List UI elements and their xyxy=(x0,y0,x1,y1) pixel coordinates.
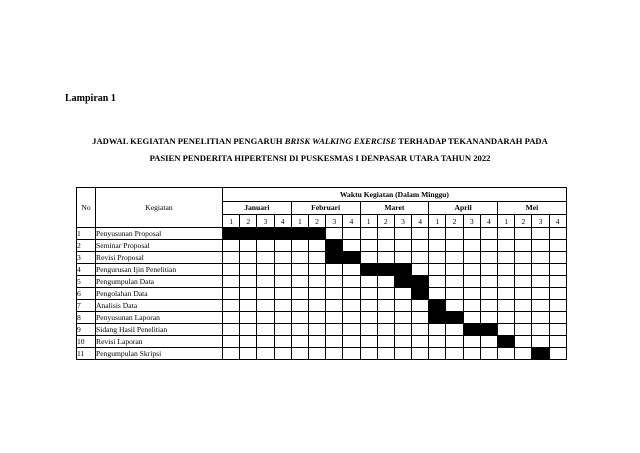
schedule-cell xyxy=(343,276,360,288)
schedule-cell xyxy=(291,312,308,324)
schedule-cell xyxy=(308,336,325,348)
schedule-cell xyxy=(308,252,325,264)
month-header: Januari xyxy=(223,201,292,215)
schedule-cell xyxy=(223,276,240,288)
schedule-cell xyxy=(446,336,463,348)
schedule-cell xyxy=(308,240,325,252)
schedule-cell xyxy=(549,312,566,324)
schedule-cell xyxy=(291,240,308,252)
schedule-cell xyxy=(377,240,394,252)
schedule-cell xyxy=(240,240,257,252)
schedule-cell xyxy=(480,348,497,360)
week-header: 3 xyxy=(463,215,480,228)
schedule-cell-filled xyxy=(377,264,394,276)
schedule-cell xyxy=(549,276,566,288)
schedule-cell xyxy=(326,348,343,360)
header-row-top xyxy=(77,188,567,202)
week-header: 4 xyxy=(549,215,566,228)
schedule-cell xyxy=(223,348,240,360)
schedule-cell xyxy=(274,252,291,264)
schedule-cell xyxy=(274,348,291,360)
activity-name: Seminar Proposal xyxy=(96,240,223,252)
schedule-cell xyxy=(240,324,257,336)
table-row xyxy=(77,324,567,336)
week-header: 3 xyxy=(394,215,411,228)
schedule-cell-filled xyxy=(446,312,463,324)
activity-name: Pengolahan Data xyxy=(96,288,223,300)
schedule-cell xyxy=(515,264,532,276)
schedule-cell xyxy=(446,348,463,360)
schedule-cell xyxy=(446,324,463,336)
schedule-cell xyxy=(343,300,360,312)
schedule-cell xyxy=(377,336,394,348)
schedule-cell xyxy=(394,228,411,240)
table-row xyxy=(77,288,567,300)
schedule-cell xyxy=(480,240,497,252)
schedule-cell xyxy=(326,336,343,348)
table-row xyxy=(77,312,567,324)
schedule-cell xyxy=(429,264,446,276)
schedule-cell xyxy=(377,276,394,288)
schedule-cell xyxy=(463,312,480,324)
schedule-cell xyxy=(257,312,274,324)
schedule-cell-filled xyxy=(394,276,411,288)
schedule-cell xyxy=(343,348,360,360)
activity-name: Pengumpulan Skripsi xyxy=(96,348,223,360)
schedule-cell xyxy=(394,252,411,264)
schedule-cell xyxy=(326,264,343,276)
schedule-cell xyxy=(480,264,497,276)
schedule-cell xyxy=(446,228,463,240)
schedule-cell xyxy=(343,228,360,240)
week-header: 2 xyxy=(308,215,325,228)
schedule-cell xyxy=(291,276,308,288)
schedule-cell xyxy=(274,336,291,348)
schedule-cell xyxy=(326,300,343,312)
row-number: 6 xyxy=(77,288,96,300)
activity-name: Analisis Data xyxy=(96,300,223,312)
activity-name: Pengurusan Ijin Penelitian xyxy=(96,264,223,276)
schedule-cell xyxy=(498,312,515,324)
schedule-cell xyxy=(412,240,429,252)
schedule-cell xyxy=(274,300,291,312)
schedule-cell-filled xyxy=(274,228,291,240)
schedule-cell xyxy=(257,264,274,276)
schedule-cell xyxy=(394,336,411,348)
schedule-cell-filled xyxy=(429,300,446,312)
table-row xyxy=(77,228,567,240)
schedule-cell xyxy=(377,288,394,300)
schedule-cell xyxy=(480,312,497,324)
week-header: 2 xyxy=(515,215,532,228)
schedule-cell xyxy=(498,324,515,336)
schedule-cell xyxy=(223,312,240,324)
row-number: 7 xyxy=(77,300,96,312)
schedule-cell xyxy=(549,300,566,312)
week-header: 4 xyxy=(412,215,429,228)
schedule-cell xyxy=(274,288,291,300)
schedule-body xyxy=(77,228,567,360)
schedule-cell xyxy=(498,288,515,300)
schedule-cell xyxy=(412,336,429,348)
schedule-cell xyxy=(532,264,549,276)
schedule-cell xyxy=(515,300,532,312)
activity-name: Sidang Hasil Penelitian xyxy=(96,324,223,336)
schedule-cell xyxy=(377,300,394,312)
schedule-cell xyxy=(308,300,325,312)
row-number: 1 xyxy=(77,228,96,240)
schedule-cell xyxy=(360,288,377,300)
schedule-cell xyxy=(240,336,257,348)
schedule-cell xyxy=(480,276,497,288)
row-number: 10 xyxy=(77,336,96,348)
schedule-cell xyxy=(446,288,463,300)
schedule-cell xyxy=(429,288,446,300)
schedule-cell xyxy=(360,252,377,264)
week-header: 1 xyxy=(223,215,240,228)
schedule-cell xyxy=(463,228,480,240)
week-header: 2 xyxy=(377,215,394,228)
schedule-cell xyxy=(429,348,446,360)
schedule-cell xyxy=(480,288,497,300)
schedule-cell xyxy=(412,252,429,264)
week-header: 4 xyxy=(274,215,291,228)
schedule-cell xyxy=(532,228,549,240)
table-title-line2: PASIEN PENDERITA HIPERTENSI DI PUSKESMAS I DENPASAR UTARA TAHUN 2022 xyxy=(149,153,491,163)
week-header: 1 xyxy=(498,215,515,228)
header-kegiatan: Kegiatan xyxy=(96,188,223,228)
schedule-cell xyxy=(257,240,274,252)
schedule-cell xyxy=(480,228,497,240)
schedule-cell xyxy=(308,264,325,276)
schedule-cell xyxy=(223,300,240,312)
schedule-cell xyxy=(343,240,360,252)
schedule-cell xyxy=(394,348,411,360)
schedule-cell-filled xyxy=(394,264,411,276)
schedule-cell xyxy=(515,288,532,300)
schedule-cell xyxy=(549,228,566,240)
schedule-cell xyxy=(257,276,274,288)
schedule-cell xyxy=(515,324,532,336)
schedule-cell xyxy=(377,312,394,324)
schedule-cell xyxy=(412,348,429,360)
schedule-cell xyxy=(515,348,532,360)
activity-name: Revisi Proposal xyxy=(96,252,223,264)
schedule-cell xyxy=(360,300,377,312)
schedule-cell-filled xyxy=(429,312,446,324)
schedule-cell xyxy=(412,324,429,336)
schedule-cell xyxy=(498,276,515,288)
schedule-cell xyxy=(412,228,429,240)
schedule-cell xyxy=(360,312,377,324)
schedule-cell xyxy=(532,276,549,288)
schedule-cell xyxy=(291,252,308,264)
schedule-cell xyxy=(446,264,463,276)
schedule-cell xyxy=(274,276,291,288)
schedule-cell xyxy=(257,252,274,264)
header-no: No xyxy=(77,188,96,228)
table-row xyxy=(77,240,567,252)
schedule-cell xyxy=(240,300,257,312)
schedule-cell xyxy=(308,276,325,288)
row-number: 11 xyxy=(77,348,96,360)
schedule-cell xyxy=(360,228,377,240)
month-header: Februari xyxy=(291,201,360,215)
schedule-cell-filled xyxy=(240,228,257,240)
schedule-cell xyxy=(240,264,257,276)
header-waktu: Waktu Kegiatan (Dalam Minggu) xyxy=(223,188,567,202)
schedule-cell xyxy=(257,288,274,300)
schedule-cell xyxy=(515,252,532,264)
schedule-cell-filled xyxy=(412,288,429,300)
schedule-cell xyxy=(308,348,325,360)
schedule-cell xyxy=(240,252,257,264)
schedule-cell-filled xyxy=(257,228,274,240)
schedule-cell xyxy=(223,240,240,252)
schedule-cell xyxy=(274,264,291,276)
week-header: 4 xyxy=(480,215,497,228)
schedule-cell xyxy=(308,288,325,300)
schedule-cell xyxy=(463,348,480,360)
schedule-cell xyxy=(394,324,411,336)
schedule-cell xyxy=(549,264,566,276)
schedule-cell xyxy=(223,336,240,348)
month-header: April xyxy=(429,201,498,215)
schedule-cell xyxy=(446,252,463,264)
week-header: 1 xyxy=(291,215,308,228)
schedule-cell xyxy=(515,228,532,240)
schedule-cell xyxy=(308,324,325,336)
schedule-cell xyxy=(549,324,566,336)
schedule-cell xyxy=(326,312,343,324)
schedule-cell xyxy=(446,240,463,252)
schedule-cell xyxy=(257,348,274,360)
title-italic: BRISK WALKING EXERCISE xyxy=(284,136,397,146)
title-part1: JADWAL KEGIATAN PENELITIAN PENGARUH xyxy=(92,136,285,146)
schedule-cell xyxy=(291,300,308,312)
schedule-cell xyxy=(257,336,274,348)
schedule-cell xyxy=(360,240,377,252)
schedule-cell xyxy=(257,300,274,312)
week-header: 2 xyxy=(240,215,257,228)
attachment-label: Lampiran 1 xyxy=(65,93,116,104)
schedule-cell xyxy=(343,288,360,300)
schedule-cell xyxy=(274,312,291,324)
schedule-cell xyxy=(532,312,549,324)
schedule-cell xyxy=(343,336,360,348)
schedule-cell xyxy=(463,336,480,348)
schedule-cell xyxy=(498,300,515,312)
month-header: Mei xyxy=(498,201,567,215)
schedule-cell xyxy=(498,252,515,264)
schedule-cell-filled xyxy=(412,276,429,288)
schedule-cell xyxy=(377,228,394,240)
schedule-cell-filled xyxy=(223,228,240,240)
activity-name: Revisi Laporan xyxy=(96,336,223,348)
schedule-cell xyxy=(360,336,377,348)
schedule-cell xyxy=(377,348,394,360)
schedule-cell xyxy=(412,312,429,324)
schedule-table xyxy=(76,187,567,360)
table-title-line1 xyxy=(0,136,640,146)
week-header: 3 xyxy=(257,215,274,228)
schedule-cell xyxy=(498,348,515,360)
schedule-cell xyxy=(429,240,446,252)
row-number: 8 xyxy=(77,312,96,324)
schedule-cell xyxy=(463,276,480,288)
schedule-cell xyxy=(394,240,411,252)
table-row xyxy=(77,264,567,276)
schedule-cell xyxy=(429,276,446,288)
schedule-cell-filled xyxy=(326,240,343,252)
table-row xyxy=(77,348,567,360)
week-header: 1 xyxy=(360,215,377,228)
schedule-cell xyxy=(377,324,394,336)
schedule-cell-filled xyxy=(532,348,549,360)
schedule-cell xyxy=(274,324,291,336)
schedule-cell xyxy=(223,288,240,300)
schedule-cell xyxy=(446,276,463,288)
month-header: Maret xyxy=(360,201,429,215)
schedule-cell xyxy=(549,336,566,348)
schedule-cell xyxy=(446,300,463,312)
row-number: 9 xyxy=(77,324,96,336)
schedule-cell xyxy=(515,276,532,288)
schedule-cell xyxy=(429,228,446,240)
activity-name: Penyusunan Laporan xyxy=(96,312,223,324)
week-header: 1 xyxy=(429,215,446,228)
week-header: 3 xyxy=(532,215,549,228)
schedule-cell xyxy=(223,252,240,264)
row-number: 2 xyxy=(77,240,96,252)
schedule-cell xyxy=(223,264,240,276)
week-header: 2 xyxy=(446,215,463,228)
schedule-cell xyxy=(240,276,257,288)
schedule-cell xyxy=(498,240,515,252)
schedule-cell xyxy=(291,336,308,348)
activity-name: Pengumpulan Data xyxy=(96,276,223,288)
schedule-cell-filled xyxy=(480,324,497,336)
schedule-cell xyxy=(429,252,446,264)
schedule-cell xyxy=(463,240,480,252)
schedule-cell xyxy=(291,324,308,336)
schedule-cell xyxy=(343,324,360,336)
schedule-cell xyxy=(515,336,532,348)
schedule-cell xyxy=(412,300,429,312)
schedule-cell xyxy=(360,348,377,360)
schedule-cell xyxy=(343,264,360,276)
table-row xyxy=(77,300,567,312)
schedule-cell xyxy=(377,252,394,264)
schedule-cell xyxy=(463,288,480,300)
row-number: 3 xyxy=(77,252,96,264)
row-number: 5 xyxy=(77,276,96,288)
schedule-cell xyxy=(308,312,325,324)
schedule-cell xyxy=(549,348,566,360)
schedule-cell xyxy=(549,288,566,300)
schedule-cell xyxy=(257,324,274,336)
schedule-cell-filled xyxy=(343,252,360,264)
schedule-cell xyxy=(549,240,566,252)
schedule-cell xyxy=(429,324,446,336)
schedule-cell xyxy=(515,312,532,324)
schedule-cell xyxy=(463,252,480,264)
schedule-cell-filled xyxy=(360,264,377,276)
schedule-cell xyxy=(480,336,497,348)
schedule-cell xyxy=(274,240,291,252)
schedule-cell xyxy=(532,288,549,300)
schedule-cell xyxy=(360,276,377,288)
schedule-cell-filled xyxy=(463,324,480,336)
row-number: 4 xyxy=(77,264,96,276)
schedule-cell xyxy=(240,348,257,360)
schedule-cell-filled xyxy=(308,228,325,240)
schedule-cell xyxy=(326,324,343,336)
schedule-cell xyxy=(326,276,343,288)
schedule-cell xyxy=(532,240,549,252)
schedule-cell xyxy=(532,252,549,264)
schedule-cell xyxy=(515,240,532,252)
schedule-cell xyxy=(343,312,360,324)
week-header: 4 xyxy=(343,215,360,228)
schedule-cell xyxy=(223,324,240,336)
schedule-cell xyxy=(412,264,429,276)
title-part2: TERHADAP TEKANANDARAH PADA xyxy=(396,136,548,146)
schedule-cell xyxy=(240,312,257,324)
schedule-cell xyxy=(498,228,515,240)
schedule-cell xyxy=(429,336,446,348)
table-row xyxy=(77,276,567,288)
schedule-cell xyxy=(291,288,308,300)
schedule-cell-filled xyxy=(326,252,343,264)
schedule-cell xyxy=(532,324,549,336)
schedule-cell xyxy=(240,288,257,300)
schedule-cell xyxy=(480,252,497,264)
table-row xyxy=(77,252,567,264)
schedule-cell xyxy=(463,300,480,312)
schedule-cell xyxy=(498,264,515,276)
schedule-cell xyxy=(532,300,549,312)
schedule-cell xyxy=(463,264,480,276)
schedule-cell-filled xyxy=(498,336,515,348)
schedule-cell xyxy=(326,228,343,240)
schedule-cell xyxy=(360,324,377,336)
schedule-cell xyxy=(326,288,343,300)
schedule-cell-filled xyxy=(291,228,308,240)
schedule-cell xyxy=(480,300,497,312)
week-header: 3 xyxy=(326,215,343,228)
schedule-cell xyxy=(532,336,549,348)
schedule-cell xyxy=(394,288,411,300)
schedule-cell xyxy=(394,312,411,324)
table-row xyxy=(77,336,567,348)
schedule-cell xyxy=(394,300,411,312)
activity-name: Penyusunan Proposal xyxy=(96,228,223,240)
schedule-cell xyxy=(549,252,566,264)
schedule-cell xyxy=(291,264,308,276)
schedule-cell xyxy=(291,348,308,360)
